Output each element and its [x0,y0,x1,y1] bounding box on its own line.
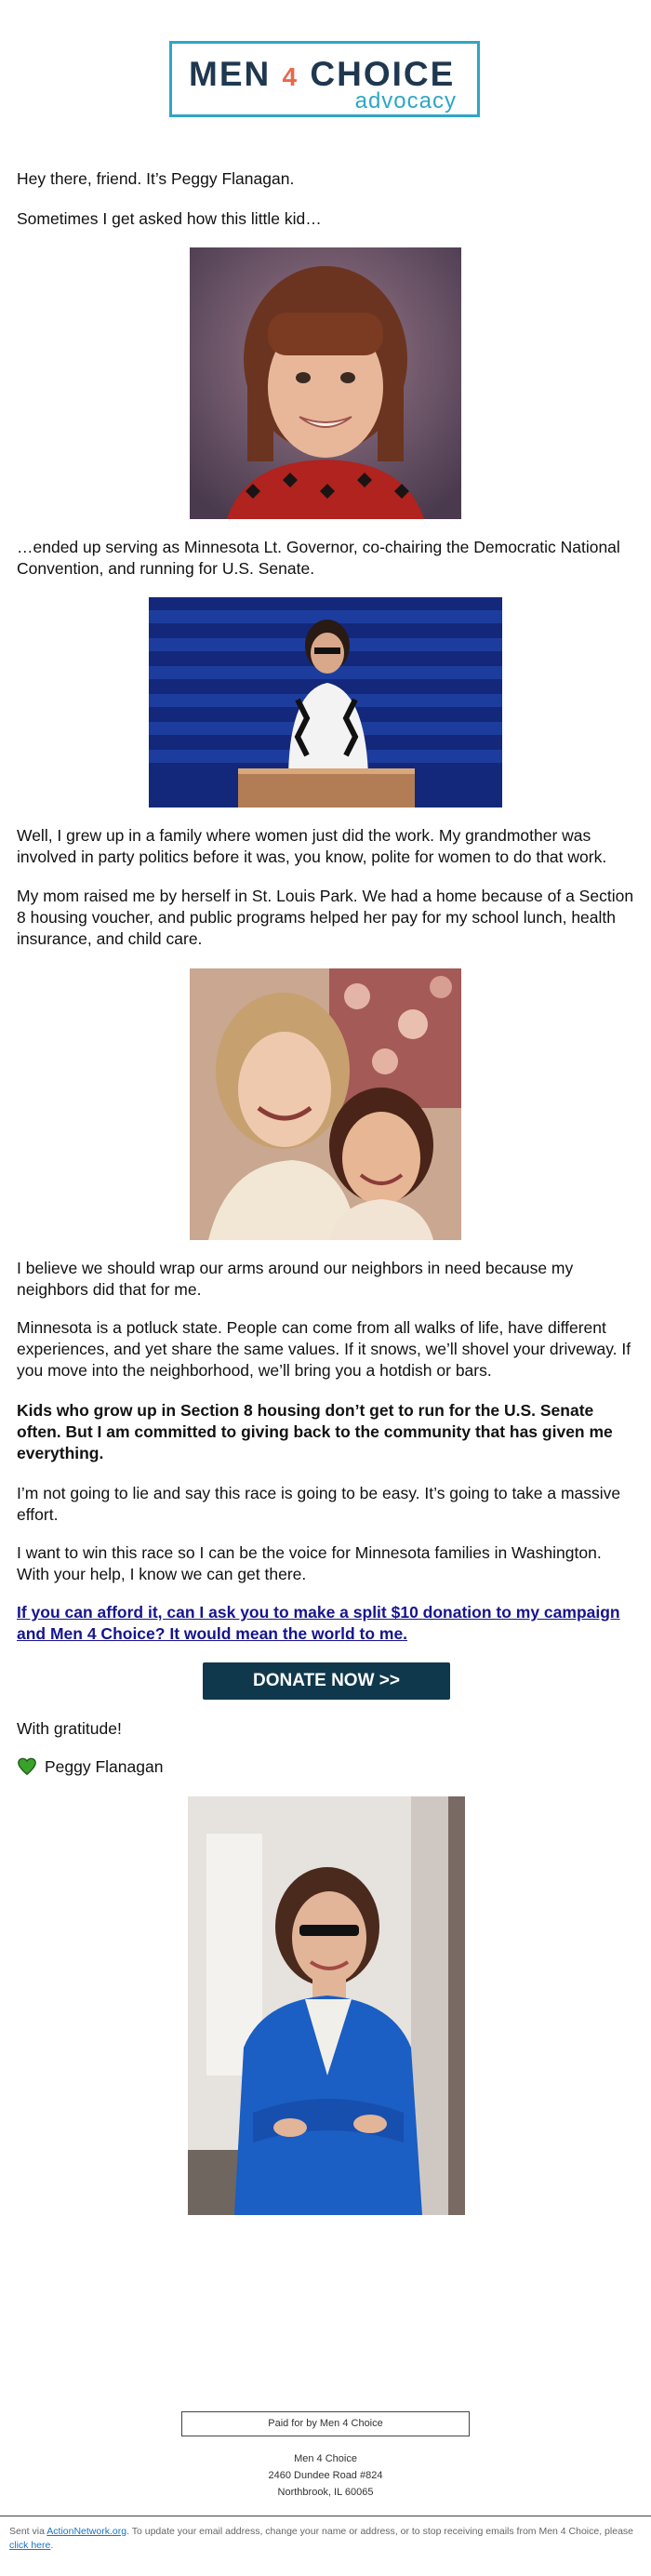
actionnetwork-link[interactable]: ActionNetwork.org [46,2526,127,2537]
logo-text-advocacy: advocacy [354,88,457,113]
paragraph-potluck: Minnesota is a potluck state. People can come from all walks of life, have different experiences, and yet share the same values. If it snows, we’ll shovel your driveway. If you move into the neighborhood, we’ll bring you a hotdish or bars. [17,1318,631,1380]
donation-ask-link[interactable]: If you can afford it, can I ask you to make a split $10 donation to my campaign and Men 4 Choice? It would mean the world to me. [17,1603,620,1643]
footer-city: Northbrook, IL 60065 [277,2487,374,2498]
green-heart-icon [17,1756,37,1777]
footer-org-name: Men 4 Choice [294,2453,357,2464]
notice-mid: . To update your email address, change your name or address, or to stop receiving emails from Men 4 Choice, please [126,2526,634,2537]
paragraph-neighbors: I believe we should wrap our arms around our neighbors in need because my neighbors did that for me. [17,1259,574,1299]
donate-now-button[interactable]: DONATE NOW >> [203,1662,450,1700]
paragraph-race: I’m not going to lie and say this race is going to be easy. It’s going to take a massive effort. [17,1484,621,1524]
signature: Peggy Flanagan [45,1757,164,1776]
footer-street: 2460 Dundee Road #824 [268,2470,383,2481]
donation-ask-link-wrapper [17,1602,634,1645]
notice-prefix: Sent via [9,2526,47,2537]
paid-for-disclaimer: Paid for by Men 4 Choice [181,2411,470,2436]
paragraph-mom: My mom raised me by herself in St. Louis Park. We had a home because of a Section 8 housing voucher, and public programs helped her pay for my school lunch, health insurance, and child care. [17,887,634,948]
paragraph-career: …ended up serving as Minnesota Lt. Governor, co-chairing the Democratic National Convention, and running for U.S. Senate. [17,538,620,578]
candidate-portrait [188,1796,465,2215]
logo-text-men: MEN [189,55,272,93]
logo-text-choice: CHOICE [310,55,456,93]
paragraph-family: Well, I grew up in a family where women just did the work. My grandmother was involved in party politics before it was, you know, polite for women to do that work. [17,826,607,866]
candidate-portrait-image [188,1796,465,2215]
logo-text-four: 4 [282,62,299,91]
mother-daughter-photo-image [190,968,461,1240]
paragraph-section8: Kids who grow up in Section 8 housing don’t get to run for the U.S. Senate often. But I am committed to giving back to the community that has given me everything. [17,1401,613,1462]
closing: With gratitude! [17,1719,122,1738]
convention-photo [149,597,502,808]
notice-end: . [50,2540,54,2551]
childhood-photo-image [190,247,461,519]
paragraph-intro: Sometimes I get asked how this little kid… [17,209,322,228]
unsubscribe-notice [9,2525,642,2553]
click-here-link[interactable]: click here [9,2540,51,2551]
mother-daughter-photo [190,968,461,1240]
men4choice-logo[interactable] [169,41,480,117]
convention-photo-image [149,597,502,808]
paragraph-win: I want to win this race so I can be the voice for Minnesota families in Washington. With your help, I know we can get there. [17,1543,602,1583]
greeting: Hey there, friend. It’s Peggy Flanagan. [17,169,295,188]
childhood-photo [190,247,461,519]
